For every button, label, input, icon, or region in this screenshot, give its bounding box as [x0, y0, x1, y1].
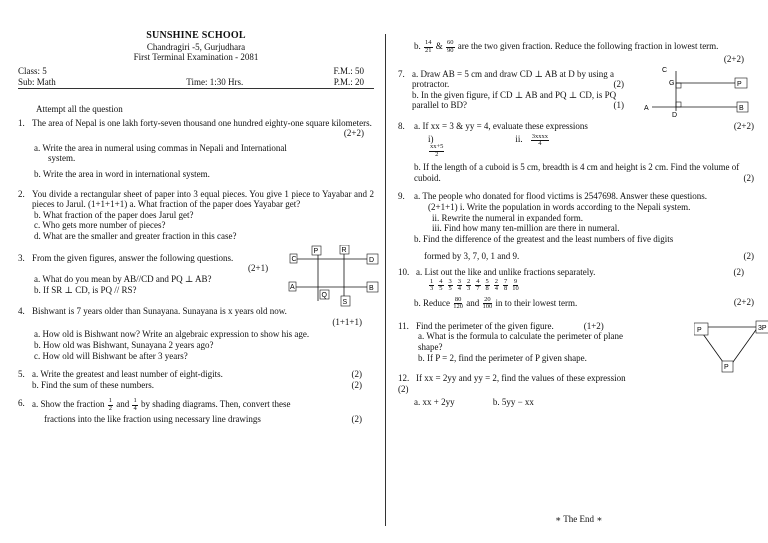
school-name: SUNSHINE SCHOOL [146, 30, 246, 41]
question-1: 1. The area of Nepal is one lakh forty-seven thousand one hundred eighty-one square kilometers. (2+2) a. Write the area in numeral using commas in Nepali and International system. b. Write the area in word in international system. [18, 117, 372, 180]
label-A: A [644, 104, 649, 112]
parallel-lines-figure [288, 245, 380, 307]
label-R: R [341, 246, 347, 254]
question-12: 12. If xx = 2yy and yy = 2, find the values of these expression (2) a. xx + 2yy b. 5yy − xx [398, 373, 626, 408]
fraction-item: $\frac{2}{4}$ [494, 277, 498, 293]
question-2: 2. You divide a rectangular sheet of paper into 3 equal pieces. You give 1 piece to Yayabar and 2 pieces to Jarul. (1+1+1+1) a. What fraction of the paper does Yayabar get? b. What fraction of the paper does Jarul get? c. Who gets more number of pieces? d. What are the smaller and greater fraction in this case? [18, 188, 374, 242]
fraction-item: $\frac{3}{4}$ [457, 277, 461, 293]
fraction-item: $\frac{7}{8}$ [504, 277, 508, 293]
fraction-item: $\frac{1}{3}$ [430, 277, 434, 293]
perpendicular-figure [642, 63, 752, 119]
question-10: 10. a. List out the like and unlike fractions separately. (2) $\frac{1}{3}$ $\frac{4}{5}$ $\frac{3}{5}$ $\frac{3}{4}$ $\frac{2}{3}$ $\frac{4}{7}$ $\frac{5}{8}$ $\frac{2}{4}$ $\frac{7}{8}$ $\frac{9}{10}$ b. Reduce $\frac{80}{120}$ and $\frac{20}{100}$ in to their lowest term. (2+2) [398, 267, 754, 311]
the-end: ∗ The End ∗ [555, 514, 603, 524]
label-P: P [313, 247, 319, 255]
fraction-item: $\frac{9}{10}$ [512, 277, 519, 293]
question-3: 3. From the given figures, answer the following questions. (2+1) a. What do you mean by AB//CD and PQ ⊥ AB? b. If SR ⊥ CD, is PQ // RS? C P R D A B Q S [18, 253, 374, 295]
full-marks: F.M.: 50 [333, 66, 364, 77]
time-label: Time: 1:30 Hrs. [186, 76, 244, 87]
fraction-item: $\frac{5}{8}$ [485, 277, 489, 293]
class-label: Class: 5 [18, 66, 47, 77]
fraction-quarter: $\frac{1}{4}$ [133, 397, 137, 412]
fraction-list [398, 279, 754, 293]
label-A: A [290, 283, 295, 291]
header-rule [18, 88, 374, 89]
label-P-left: P [697, 326, 702, 334]
question-4: 4. Bishwant is 7 years older than Sunayana. Sunayana is x years old now. (1+1+1) a. How old is Bishwant now? Write an algebraic expression to show his age. b. How old was Bishwant, Sunayana 2 years ago? c. How old will Bishwant be after 3 years? [18, 306, 362, 361]
label-G: G [669, 79, 675, 87]
school-address: Chandragiri -5, Gurjudhara [146, 41, 246, 52]
question-5: 5. a. Write the greatest and least number of eight-digits. (2) b. Find the sum of these numbers. (2) [18, 369, 362, 390]
instruction: Attempt all the question [36, 104, 123, 114]
fraction-item: $\frac{3}{5}$ [448, 277, 452, 293]
label-B: B [369, 284, 374, 292]
question-6: 6. a. Show the fraction $\frac{1}{2}$ and $\frac{1}{4}$ by shading diagrams. Then, convert these fractions into the like fraction using necessary line drawings (2) [18, 397, 362, 425]
question-6b: b. $\frac{14}{21}$ & $\frac{60}{90}$ are the two given fraction. Reduce the following fraction in lowest term. (2+2) [414, 39, 744, 64]
label-3P: 3P [758, 324, 767, 332]
fraction-half: $\frac{1}{2}$ [108, 397, 112, 412]
right-column [398, 39, 767, 408]
label-D: D [672, 111, 678, 119]
column-divider [385, 34, 386, 526]
question-9: 9. a. The people who donated for flood victims is 2547698. Answer these questions. (2+1+1) i. Write the population in words according to the Nepali system. ii. Rewrite the numeral in expanded form. iii. Find how many ten-million are there in numeral. b. Find the difference of the greatest and the least numbers of five digits formed by 3, 7, 0, 1 and 9. (2) [398, 191, 754, 261]
exam-title: First Terminal Examination - 2081 [133, 52, 259, 63]
label-Q: Q [321, 291, 327, 299]
fraction-item: $\frac{2}{3}$ [467, 277, 471, 293]
label-P: P [737, 80, 742, 88]
fraction-item: $\frac{4}{5}$ [439, 277, 443, 293]
fraction-item: $\frac{4}{7}$ [476, 277, 480, 293]
question-11: 11. Find the perimeter of the given figure. (1+2) a. What is the formula to calculate the perimeter of plane shape? b. If P = 2, find the perimeter of P given shape. P 3P P [398, 321, 754, 363]
question-8: 8. a. If xx = 3 & yy = 4, evaluate these expressions (2+2) i) $\frac{xx+5}{2}$ ii. $\frac{\text{3xxxx}}{4}$ b. If the length of a cuboid is 5 cm, breadth is 4 cm and height is 2 cm. Find the volume of cuboid. (2) [398, 121, 754, 183]
pass-marks: P.M.: 20 [333, 76, 364, 87]
subject-label: Sub: Math [18, 76, 56, 87]
label-S: S [342, 298, 348, 306]
label-C: C [291, 255, 297, 263]
left-column [18, 104, 374, 425]
question-7: 7. a. Draw AB = 5 cm and draw CD ⊥ AB at D by using a protractor. (2) b. In the given figure, if CD ⊥ AB and PQ ⊥ CD, is PQ parallel to BD? (1) C G P A D B [398, 69, 754, 111]
label-C: C [662, 66, 668, 74]
label-D: D [369, 256, 375, 264]
exam-header [18, 30, 374, 91]
label-B: B [739, 104, 744, 112]
label-P-bottom: P [724, 363, 729, 371]
triangle-figure [694, 317, 768, 373]
